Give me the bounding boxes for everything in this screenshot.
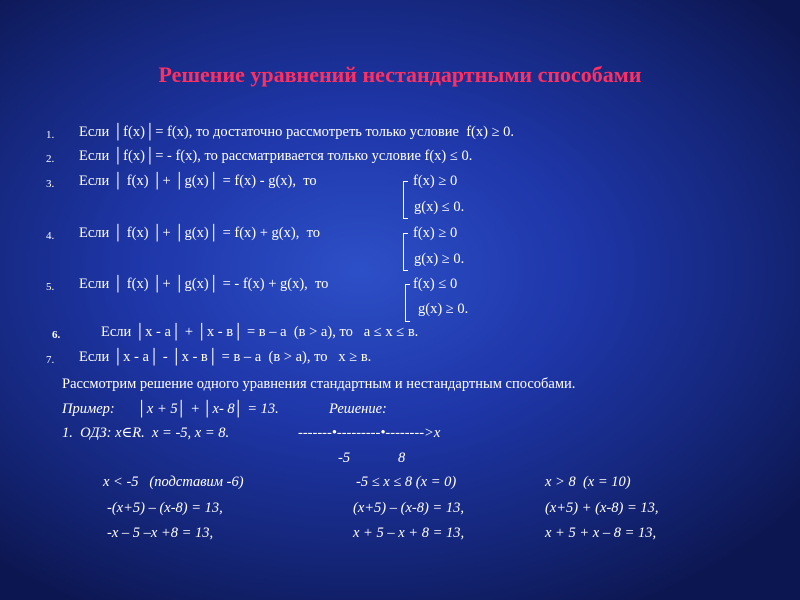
item-1-number: 1. <box>46 129 55 141</box>
item-3-condition-2: g(x) ≤ 0. <box>414 199 465 215</box>
item-3-text: Если │ f(x) │+ │g(x)│ = f(x) - g(x), то <box>79 173 317 189</box>
item-3-number: 3. <box>46 178 55 190</box>
item-5-condition-1: f(x) ≤ 0 <box>413 276 458 292</box>
case-3-header: x > 8 (x = 10) <box>545 474 631 490</box>
intro-text: Рассмотрим решение одного уравнения стандартным и нестандартным способами. <box>62 376 576 392</box>
item-5-text: Если │ f(x) │+ │g(x)│ = - f(x) + g(x), то <box>79 276 329 292</box>
item-5-number: 5. <box>46 281 55 293</box>
case-3-line-2: x + 5 + x – 8 = 13, <box>545 525 657 541</box>
item-4-text: Если │ f(x) │+ │g(x)│ = f(x) + g(x), то <box>79 225 320 241</box>
case-3-line-1: (x+5) + (x-8) = 13, <box>545 500 659 516</box>
case-1-line-2: -x – 5 –x +8 = 13, <box>107 525 214 541</box>
step-1-domain: 1. ОДЗ: х∈R. х = -5, х = 8. <box>62 425 230 441</box>
system-brace <box>403 233 408 271</box>
item-2-number: 2. <box>46 153 55 165</box>
solution-label: Решение: <box>329 401 387 417</box>
case-2-header: -5 ≤ x ≤ 8 (x = 0) <box>356 474 457 490</box>
system-brace <box>403 181 408 219</box>
item-4-number: 4. <box>46 230 55 242</box>
axis-point-b: 8 <box>398 450 406 466</box>
case-1-header: x < -5 (подставим -6) <box>103 474 244 490</box>
item-1-text: Если │f(x)│= f(x), то достаточно рассмотреть только условие f(x) ≥ 0. <box>79 124 515 140</box>
case-2-line-2: x + 5 – x + 8 = 13, <box>353 525 465 541</box>
item-6-number: 6. <box>52 329 61 341</box>
item-4-condition-1: f(x) ≥ 0 <box>413 225 458 241</box>
item-6-text: Если │х - а│ + │х - в│ = в – а (в > а), то а ≤ х ≤ в. <box>101 324 419 340</box>
system-brace <box>405 284 410 322</box>
item-7-number: 7. <box>46 354 55 366</box>
case-2-line-1: (x+5) – (x-8) = 13, <box>353 500 464 516</box>
case-1-line-1: -(x+5) – (x-8) = 13, <box>107 500 223 516</box>
example-equation: │х + 5│ + │х- 8│ = 13. <box>138 401 279 417</box>
item-5-condition-2: g(x) ≥ 0. <box>418 301 469 317</box>
slide-title: Решение уравнений нестандартными способами <box>158 62 642 87</box>
item-3-condition-1: f(x) ≥ 0 <box>413 173 458 189</box>
item-2-text: Если │f(x)│= - f(x), то рассматривается только условие f(x) ≤ 0. <box>79 148 473 164</box>
item-7-text: Если │х - а│ - │х - в│ = в – а (в > а), то х ≥ в. <box>79 349 372 365</box>
item-4-condition-2: g(x) ≥ 0. <box>414 251 465 267</box>
axis-point-a: -5 <box>338 450 351 466</box>
example-label: Пример: <box>62 401 115 417</box>
number-axis: -------•---------•-------->x <box>298 425 441 441</box>
